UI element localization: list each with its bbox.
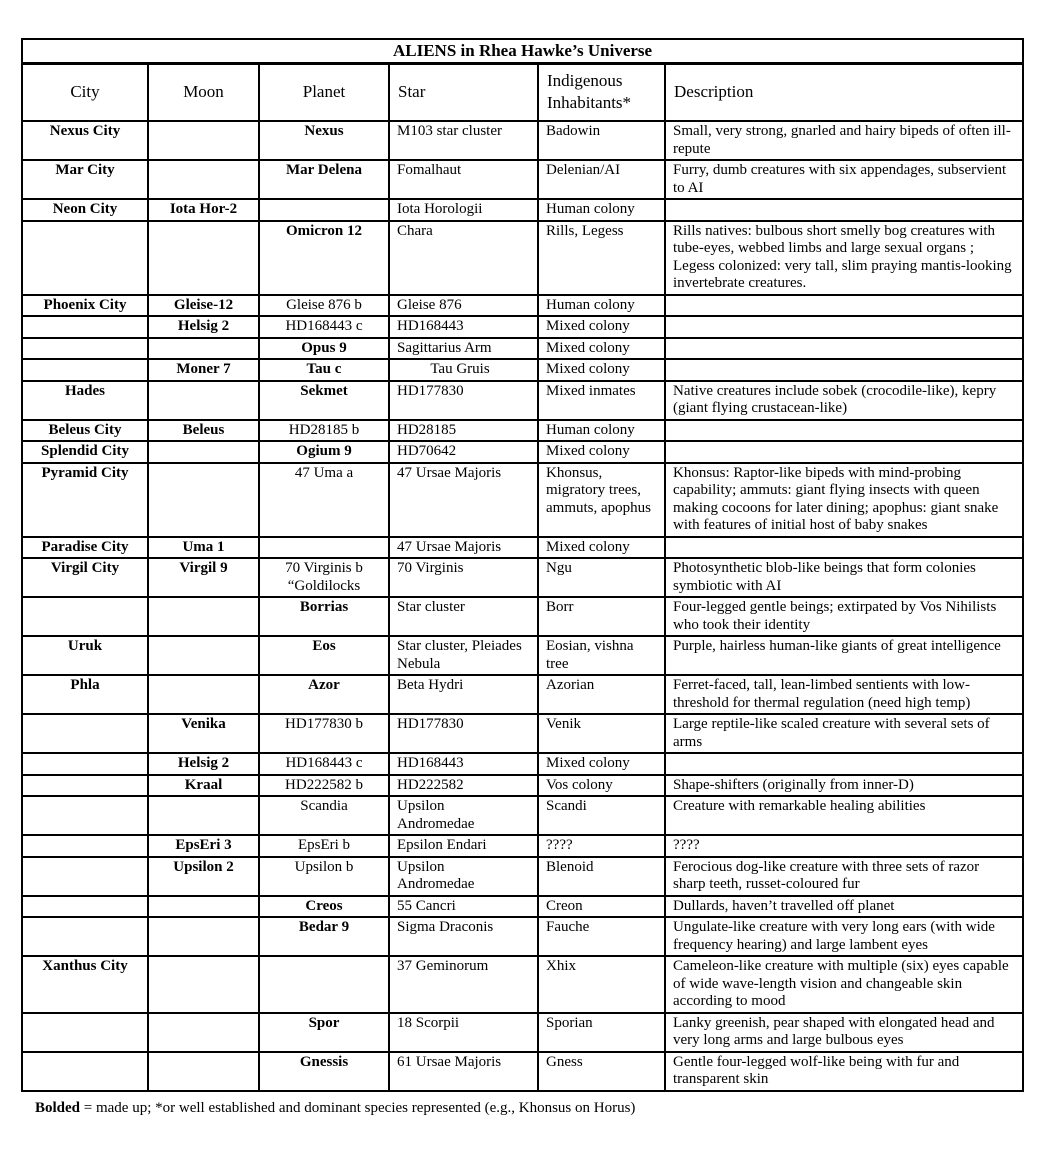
cell-city: Beleus City [22,420,148,442]
cell-star: 37 Geminorum [389,956,538,1013]
cell-inhabitants: Venik [538,714,665,753]
cell-planet: Omicron 12 [259,221,389,295]
cell-city [22,359,148,381]
cell-planet: 70 Virginis b “Goldilocks [259,558,389,597]
cell-moon [148,1013,259,1052]
cell-star: Iota Horologii [389,199,538,221]
cell-star: HD168443 [389,753,538,775]
cell-description [665,537,1023,559]
cell-star: 70 Virginis [389,558,538,597]
cell-moon [148,463,259,537]
cell-city [22,753,148,775]
cell-inhabitants: Scandi [538,796,665,835]
cell-star: Chara [389,221,538,295]
table-row [22,956,1023,1013]
cell-planet: EpsEri b [259,835,389,857]
table-row [22,753,1023,775]
cell-moon: Kraal [148,775,259,797]
cell-moon: Gleise-12 [148,295,259,317]
cell-planet: Eos [259,636,389,675]
table-row [22,896,1023,918]
cell-description [665,295,1023,317]
cell-star: 47 Ursae Majoris [389,537,538,559]
cell-city [22,835,148,857]
cell-description: Photosynthetic blob-like beings that form colonies symbiotic with AI [665,558,1023,597]
cell-star: HD28185 [389,420,538,442]
cell-inhabitants: ???? [538,835,665,857]
cell-city: Uruk [22,636,148,675]
cell-planet: Bedar 9 [259,917,389,956]
cell-description: Purple, hairless human-like giants of great intelligence [665,636,1023,675]
cell-inhabitants: Mixed colony [538,753,665,775]
cell-city [22,1052,148,1091]
footnote-text: = made up; *or well established and dominant species represented (e.g., Khonsus on Horus) [80,1099,636,1116]
cell-moon [148,441,259,463]
cell-city: Pyramid City [22,463,148,537]
cell-description: Ferret-faced, tall, lean-limbed sentients with low-threshold for thermal regulation (need high temp) [665,675,1023,714]
cell-moon [148,1052,259,1091]
table-row [22,295,1023,317]
cell-planet: Creos [259,896,389,918]
cell-star: HD168443 [389,316,538,338]
table-row [22,441,1023,463]
cell-inhabitants: Eosian, vishna tree [538,636,665,675]
cell-planet: Tau c [259,359,389,381]
cell-star: Sagittarius Arm [389,338,538,360]
table-row [22,558,1023,597]
cell-city [22,775,148,797]
cell-inhabitants: Blenoid [538,857,665,896]
cell-inhabitants: Vos colony [538,775,665,797]
cell-moon: Virgil 9 [148,558,259,597]
cell-inhabitants: Mixed inmates [538,381,665,420]
cell-star: Star cluster, Pleiades Nebula [389,636,538,675]
cell-star: 55 Cancri [389,896,538,918]
cell-description: Native creatures include sobek (crocodile-like), kepry (giant flying crustacean-like) [665,381,1023,420]
cell-inhabitants: Gness [538,1052,665,1091]
cell-inhabitants: Ngu [538,558,665,597]
cell-inhabitants: Khonsus, migratory trees, ammuts, apophus [538,463,665,537]
cell-description: Ungulate-like creature with very long ears (with wide frequency hearing) and large lambent eyes [665,917,1023,956]
cell-inhabitants: Badowin [538,121,665,160]
cell-city: Virgil City [22,558,148,597]
cell-inhabitants: Delenian/AI [538,160,665,199]
column-header-city: City [22,63,148,121]
table-row [22,463,1023,537]
cell-inhabitants: Mixed colony [538,537,665,559]
table-row [22,857,1023,896]
cell-description [665,359,1023,381]
cell-description: ???? [665,835,1023,857]
header-row [22,63,1023,121]
cell-city: Phla [22,675,148,714]
cell-planet [259,537,389,559]
table-row [22,835,1023,857]
cell-moon: Helsig 2 [148,316,259,338]
cell-city: Xanthus City [22,956,148,1013]
table-row [22,221,1023,295]
cell-city: Splendid City [22,441,148,463]
cell-moon: Uma 1 [148,537,259,559]
cell-planet: HD28185 b [259,420,389,442]
table-row [22,796,1023,835]
cell-description: Rills natives: bulbous short smelly bog creatures with tube-eyes, webbed limbs and large sexual organs ; Legess colonized: very tall, slim praying mantis-looking invertebrate creatures. [665,221,1023,295]
cell-moon: Helsig 2 [148,753,259,775]
cell-inhabitants: Fauche [538,917,665,956]
table-row [22,917,1023,956]
table-row [22,537,1023,559]
column-header-planet: Planet [259,63,389,121]
title-row [22,39,1023,63]
cell-inhabitants: Mixed colony [538,441,665,463]
cell-star: Beta Hydri [389,675,538,714]
cell-description: Khonsus: Raptor-like bipeds with mind-probing capability; ammuts: giant flying insects with queen making cocoons for later dining; apophus: giant snake with features of initial host of baby snakes [665,463,1023,537]
cell-planet: HD168443 c [259,316,389,338]
cell-description: Creature with remarkable healing abilities [665,796,1023,835]
cell-star: HD222582 [389,775,538,797]
cell-moon [148,121,259,160]
cell-moon [148,896,259,918]
cell-star: HD70642 [389,441,538,463]
table-row [22,359,1023,381]
cell-city: Paradise City [22,537,148,559]
cell-moon [148,221,259,295]
cell-star: Fomalhaut [389,160,538,199]
cell-planet: Sekmet [259,381,389,420]
cell-city [22,714,148,753]
cell-star: 61 Ursae Majoris [389,1052,538,1091]
footnote-bold-label: Bolded [35,1099,81,1116]
table-row [22,121,1023,160]
table-row [22,338,1023,360]
cell-city: Phoenix City [22,295,148,317]
cell-description [665,316,1023,338]
table-row [22,420,1023,442]
cell-planet: Upsilon b [259,857,389,896]
cell-inhabitants: Mixed colony [538,359,665,381]
footnote [35,1099,1022,1117]
cell-inhabitants: Rills, Legess [538,221,665,295]
table-body [22,121,1023,1091]
column-header-star: Star [389,63,538,121]
cell-moon: Upsilon 2 [148,857,259,896]
table-row [22,675,1023,714]
table-row [22,381,1023,420]
cell-description: Four-legged gentle beings; extirpated by Vos Nihilists who took their identity [665,597,1023,636]
cell-description: Ferocious dog-like creature with three sets of razor sharp teeth, russet-coloured fur [665,857,1023,896]
column-header-moon: Moon [148,63,259,121]
cell-moon [148,917,259,956]
cell-star: Star cluster [389,597,538,636]
cell-planet: Mar Delena [259,160,389,199]
table-row [22,597,1023,636]
cell-inhabitants: Sporian [538,1013,665,1052]
cell-moon [148,160,259,199]
cell-planet: Scandia [259,796,389,835]
cell-planet: HD168443 c [259,753,389,775]
column-header-description: Description [665,63,1023,121]
cell-city: Neon City [22,199,148,221]
cell-star: Sigma Draconis [389,917,538,956]
cell-inhabitants: Human colony [538,295,665,317]
table-title: ALIENS in Rhea Hawke’s Universe [22,39,1023,63]
cell-moon [148,597,259,636]
cell-description [665,753,1023,775]
cell-description: Shape-shifters (originally from inner-D) [665,775,1023,797]
cell-city: Mar City [22,160,148,199]
aliens-table [21,38,1024,1092]
cell-moon [148,381,259,420]
cell-planet: Azor [259,675,389,714]
cell-description: Lanky greenish, pear shaped with elongated head and very long arms and large bulbous eyes [665,1013,1023,1052]
cell-planet: Ogium 9 [259,441,389,463]
cell-inhabitants: Azorian [538,675,665,714]
table-row [22,775,1023,797]
cell-city [22,796,148,835]
cell-moon: EpsEri 3 [148,835,259,857]
cell-star: Upsilon Andromedae [389,796,538,835]
cell-inhabitants: Creon [538,896,665,918]
cell-city [22,1013,148,1052]
cell-city [22,917,148,956]
cell-city [22,221,148,295]
column-header-inhabitants: Indigenous Inhabitants* [538,63,665,121]
cell-star: 18 Scorpii [389,1013,538,1052]
cell-inhabitants: Human colony [538,199,665,221]
cell-planet [259,956,389,1013]
cell-city [22,597,148,636]
cell-moon: Beleus [148,420,259,442]
cell-star: HD177830 [389,714,538,753]
cell-planet: 47 Uma a [259,463,389,537]
cell-description: Furry, dumb creatures with six appendages, subservient to AI [665,160,1023,199]
cell-city [22,338,148,360]
cell-moon: Iota Hor-2 [148,199,259,221]
table-row [22,636,1023,675]
cell-city: Nexus City [22,121,148,160]
cell-inhabitants: Borr [538,597,665,636]
cell-inhabitants: Mixed colony [538,316,665,338]
cell-planet: Gnessis [259,1052,389,1091]
cell-description: Large reptile-like scaled creature with several sets of arms [665,714,1023,753]
cell-description: Gentle four-legged wolf-like being with fur and transparent skin [665,1052,1023,1091]
cell-city [22,896,148,918]
cell-city: Hades [22,381,148,420]
cell-planet: Gleise 876 b [259,295,389,317]
cell-star: Epsilon Endari [389,835,538,857]
cell-star: HD177830 [389,381,538,420]
cell-planet: Opus 9 [259,338,389,360]
cell-star: M103 star cluster [389,121,538,160]
table-row [22,714,1023,753]
cell-planet: HD177830 b [259,714,389,753]
cell-description [665,338,1023,360]
cell-planet [259,199,389,221]
cell-moon [148,796,259,835]
table-row [22,199,1023,221]
cell-moon: Venika [148,714,259,753]
cell-planet: Borrias [259,597,389,636]
cell-description: Dullards, haven’t travelled off planet [665,896,1023,918]
table-row [22,1052,1023,1091]
cell-star: Tau Gruis [389,359,538,381]
cell-inhabitants: Mixed colony [538,338,665,360]
cell-moon [148,636,259,675]
cell-planet: Nexus [259,121,389,160]
table-row [22,316,1023,338]
cell-description: Small, very strong, gnarled and hairy bipeds of often ill-repute [665,121,1023,160]
cell-city [22,857,148,896]
cell-planet: Spor [259,1013,389,1052]
cell-inhabitants: Xhix [538,956,665,1013]
cell-description [665,441,1023,463]
table-row [22,160,1023,199]
cell-star: 47 Ursae Majoris [389,463,538,537]
cell-inhabitants: Human colony [538,420,665,442]
table-row [22,1013,1023,1052]
cell-star: Gleise 876 [389,295,538,317]
cell-city [22,316,148,338]
cell-planet: HD222582 b [259,775,389,797]
cell-moon [148,675,259,714]
cell-description: Cameleon-like creature with multiple (six) eyes capable of wide wave-length vision and changeable skin according to mood [665,956,1023,1013]
cell-moon [148,956,259,1013]
cell-moon: Moner 7 [148,359,259,381]
cell-description [665,420,1023,442]
cell-moon [148,338,259,360]
cell-description [665,199,1023,221]
cell-star: Upsilon Andromedae [389,857,538,896]
